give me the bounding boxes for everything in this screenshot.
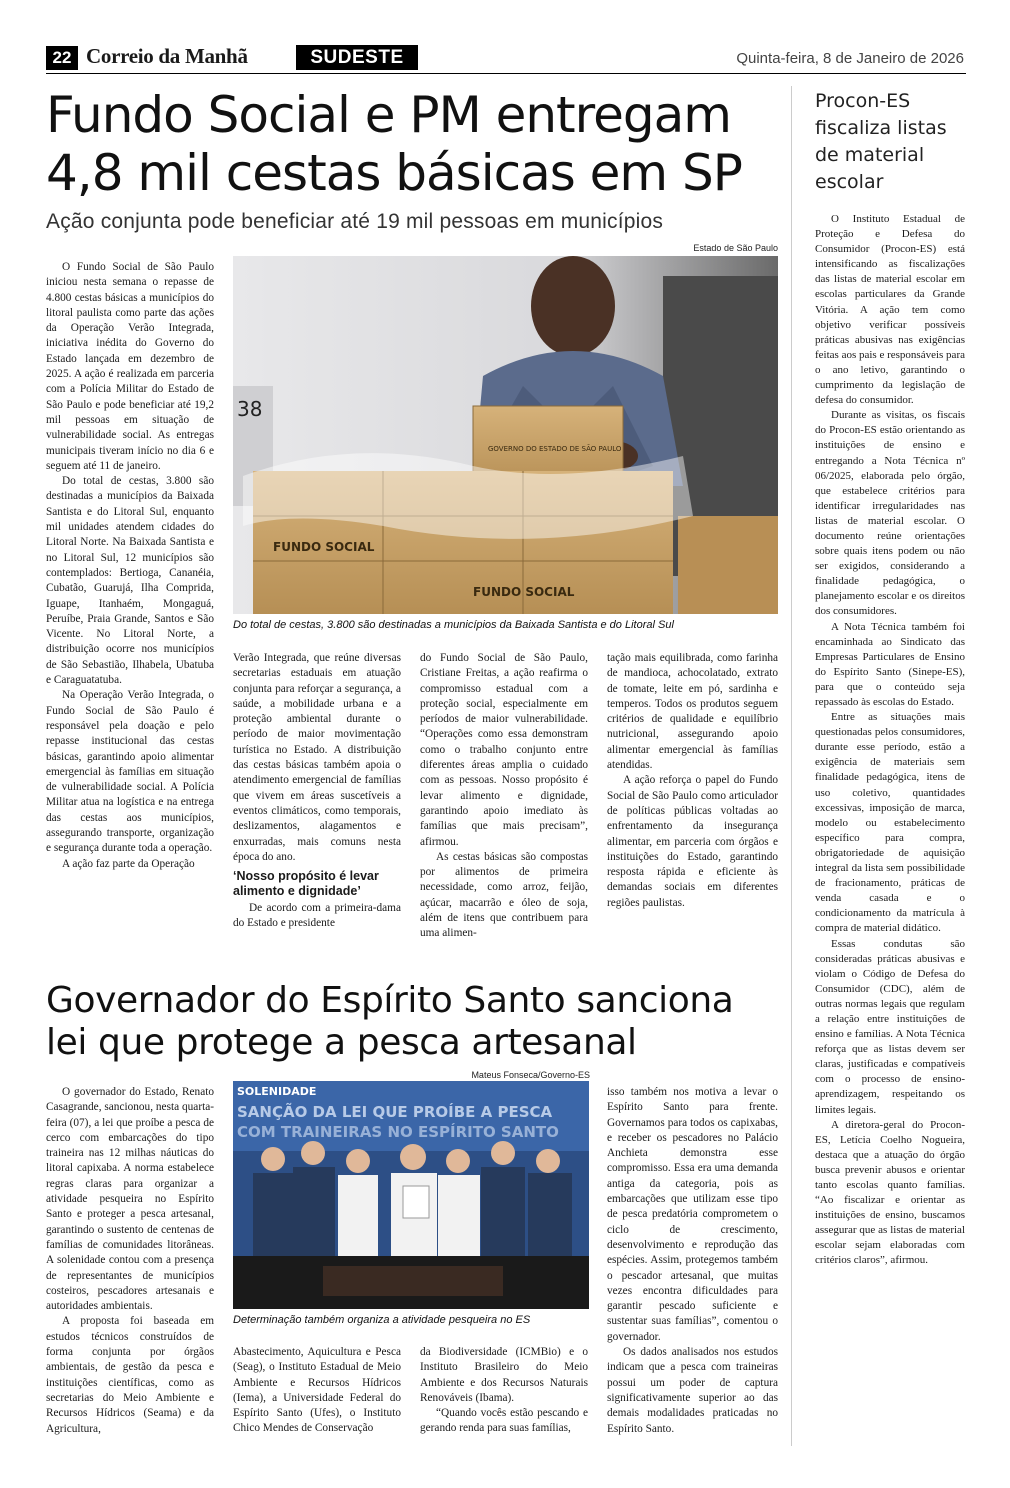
sidebar-headline: Procon-ES fiscaliza listas de material escolar (815, 90, 947, 193)
banner-line1: SOLENIDADE (237, 1085, 317, 1098)
article2-photo-credit: Mateus Fonseca/Governo-ES (471, 1070, 590, 1080)
article1-subheadline: Ação conjunta pode beneficiar até 19 mil pessoas em municípios (46, 210, 664, 233)
article1-headline-line2: 4,8 mil cestas básicas em SP (46, 144, 742, 202)
article1-col2-paragraph: De acordo com a primeira-dama do Estado e presidente (233, 902, 401, 930)
solenidade-photo-illustration (233, 1081, 589, 1309)
newspaper-name: Correio da Manhã (86, 44, 248, 68)
article1-col4-paragraph: tação mais equilibrada, como farinha de mandioca, achocolatado, extrato de tomate, leite em pó, sardinha e temperos. Todos os produtos seguem critérios de qualidade e equilíbrio nutricional, assegurando apoio alimentar emergencial às famílias atendidas. (607, 652, 778, 772)
section-label: SUDESTE (296, 45, 418, 70)
svg-text:FUNDO SOCIAL: FUNDO SOCIAL (273, 540, 375, 554)
svg-text:38: 38 (237, 397, 263, 421)
article1-col2-paragraph: Verão Integrada, que reúne diversas secretarias estaduais em atuação conjunta para reforçar a segurança, a saúde, a mobilidade urbana e a proteção ambiental durante o período de maior movimentação turística no Estado. A distribuição das cestas básicas também apoia o atendimento emergencial de famílias que vivem em áreas suscetíveis a eventos climáticos, como temporais, deslizamentos, alagamentos e enxurradas, mais comuns nesta época do ano. (233, 652, 401, 863)
sidebar-column (815, 212, 965, 1269)
article1-photo-credit: Estado de São Paulo (693, 243, 778, 253)
cestas-photo-illustration (233, 256, 778, 614)
article1-column-1 (46, 260, 214, 872)
article2-col4-paragraph: Os dados analisados nos estudos indicam que a pesca com traineiras possui um poder de captura significativamente superior ao das demais modalidades praticadas no Espírito Santo. (607, 1346, 778, 1435)
article1-col1-paragraph: Na Operação Verão Integrada, o Fundo Social de São Paulo é responsável pela doação e pelo repasse institucional das cestas básicas, garantindo apoio alimentar emergencial às famílias em situação de vulnerabilidade social. A Polícia Militar atua na logística e na entrega das cestas aos municípios, assegurando transporte, organização e segurança durante toda a operação. (46, 689, 214, 855)
header-rule (46, 73, 966, 74)
article1-col3-paragraph: As cestas básicas são compostas por alimentos de primeira necessidade, como arroz, feijão, açúcar, macarrão e óleo de soja, além de itens que contribuem para uma alimen- (420, 850, 588, 940)
sidebar-divider (791, 86, 792, 1446)
banner-line2: SANÇÃO DA LEI QUE PROÍBE A PESCA (237, 1103, 553, 1121)
issue-date: Quinta-feira, 8 de Janeiro de 2026 (736, 50, 964, 67)
article2-headline (46, 980, 786, 1064)
article2-column-3 (420, 1345, 588, 1437)
article2-headline-line1: Governador do Espírito Santo sanciona (46, 980, 734, 1021)
article1-intertitle: ‘Nosso propósito é levar alimento e dignidade’ (233, 869, 379, 899)
article2-column-4 (607, 1085, 778, 1437)
sidebar-paragraph: A Nota Técnica também foi encaminhada ao Sindicato das Empresas Particulares de Ensino do Espírito Santo (Sinepe-ES), para que o conteúdo seja repassado às escolas do Estado. (815, 620, 965, 708)
sidebar-paragraph: Essas condutas são consideradas práticas abusivas e violam o Código de Defesa do Consumidor (CDC), além de outras normas legais que regulam a relação entre instituições de ensino e famílias. A Nota Técnica reforça que as listas devem ser claras, justificadas e compatíveis com o processo de ensino-aprendizagem, respeitando os limites legais. (815, 937, 965, 1116)
article1-photo (233, 256, 778, 614)
article1-photo-caption: Do total de cestas, 3.800 são destinadas a municípios da Baixada Santista e do Litoral Sul (233, 619, 674, 631)
article2-col3-paragraph: da Biodiversidade (ICMBio) e o Instituto Brasileiro do Meio Ambiente e dos Recursos Naturais Renováveis (Ibama). (420, 1346, 588, 1404)
article2-photo-caption: Determinação também organiza a atividade pesqueira no ES (233, 1314, 531, 1326)
article1-headline (46, 86, 786, 202)
article2-photo (233, 1081, 589, 1309)
article1-column-2 (233, 651, 401, 932)
article1-column-3 (420, 651, 588, 942)
article2-col3-paragraph: “Quando vocês estão pescando e gerando renda para suas famílias, (420, 1407, 588, 1435)
article2-col2-paragraph: Abastecimento, Aquicultura e Pesca (Seag), o Instituto Estadual de Meio Ambiente e Recursos Hídricos (Iema), a Universidade Federal do Espírito Santo (Ufes), o Instituto Chico Mendes de Conservação (233, 1346, 401, 1435)
article1-col4-paragraph: A ação reforça o papel do Fundo Social de São Paulo como articulador de políticas públicas voltadas ao enfrentamento da insegurança alimentar, em parceria com órgãos e instituições do Estado, garantindo resposta rápida e eficiente às demandas sociais em diferentes regiões paulistas. (607, 774, 778, 909)
page-number: 22 (46, 46, 78, 70)
article1-col1-paragraph: Do total de cestas, 3.800 são destinadas a municípios da Baixada Santista e do Litoral Sul, enquanto mil unidades atendem cidades do Litoral Norte. Na Baixada Santista e no Litoral Sul, 12 municípios são contemplados: Bertioga, Cananéia, Cubatão, Guarujá, Ilha Comprida, Iguape, Itanhaém, Mongaguá, Peruíbe, Praia Grande, Santos e São Vicente. No Litoral Norte, a distribuição ocorre nos municípios de São Sebastião, Ilhabela, Ubatuba e Caraguatatuba. (46, 475, 214, 687)
article2-column-1 (46, 1085, 214, 1437)
article1-col1-paragraph: A ação faz parte da Operação (62, 857, 195, 870)
article1-headline-line1: Fundo Social e PM entregam (46, 86, 731, 144)
sidebar-paragraph: Entre as situações mais questionadas pelos consumidores, durante esse período, estão a exigência de materiais sem finalidade pedagógica, itens de uso coletivo, quantidades excessivas, imposição de marca, modelo ou estabelecimento específico para compra, obrigatoriedade de aquisição integral da lista sem possibilidade de fracionamento, práticas de venda casada e o condicionamento da matrícula à compra de material didático. (815, 711, 965, 935)
article1-col1-paragraph: O Fundo Social de São Paulo iniciou nesta semana o repasse de 4.800 cestas básicas a municípios do litoral paulista como parte das ações da Operação Verão Integrada, iniciativa inédita do Governo do Estado lançada em dezembro de 2025. A ação é realizada em parceria com a Polícia Militar do Estado de São Paulo e pode beneficiar até 19,2 mil pessoas em situação de vulnerabilidade social. As entregas municipais tiveram início no dia 6 e seguem até 11 de janeiro. (46, 261, 214, 472)
article2-col4-paragraph: isso também nos motiva a levar o Espírito Santo para frente. Governamos para todos os capixabas, e receber os pescadores no Palácio Anchieta demonstra esse compromisso. Essa era uma demanda antiga da categoria, pois as embarcações que utilizam esse tipo de pesca predatória comprometem o ciclo de crescimento, desenvolvimento e reprodução das espécies. Assim, protegemos também o pescador artesanal, que muitas vezes encontra dificuldades para garantir pescado suficiente e sustentar suas famílias”, comentou o governador. (607, 1086, 778, 1343)
svg-text:GOVERNO DO ESTADO DE SÃO PAULO: GOVERNO DO ESTADO DE SÃO PAULO (488, 445, 622, 453)
banner-line3: COM TRAINEIRAS NO ESPÍRITO SANTO (237, 1123, 559, 1141)
sidebar-paragraph: Durante as visitas, os fiscais do Procon-ES estão orientando as instituições de ensino e entregando a Nota Técnica nº 06/2025, elaborada pelo órgão, que estabelece critérios para identificar irregularidades nas listas de material escolar. O documento reúne orientações sobre quais itens podem ou não ser exigidos, considerando a finalidade pedagógica, o planejamento escolar e os direitos dos consumidores. (815, 409, 965, 618)
svg-text:FUNDO SOCIAL: FUNDO SOCIAL (473, 585, 575, 599)
article1-col3-paragraph: do Fundo Social de São Paulo, Cristiane Freitas, a ação reafirma o compromisso estadual com a proteção social, especialmente em períodos de maior vulnerabilidade. “Operações como essa demonstram como o trabalho conjunto entre diferentes áreas amplia o cuidado com as pessoas. Nosso propósito é levar alimento e dignidade, garantindo apoio imediato às famílias que mais precisam”, afirmou. (420, 652, 588, 848)
article2-headline-line2: lei que protege a pesca artesanal (46, 1022, 637, 1063)
article1-column-4 (607, 651, 778, 911)
article2-col1-paragraph: O governador do Estado, Renato Casagrande, sancionou, nesta quarta-feira (07), a lei que proíbe a pesca de cerco com embarcações do tipo traineira nas 12 milhas náuticas do litoral capixaba. A norma estabelece regras claras para organizar a atividade pesqueira no Espírito Santo e proteger a pesca artesanal, garantindo o sustento de centenas de famílias de comunidades litorâneas. A solenidade contou com a presença de representantes de municípios costeiros, pescadores artesanais e autoridades ambientais. (46, 1086, 214, 1313)
sidebar-paragraph: A diretora-geral do Procon-ES, Letícia Coelho Nogueira, destaca que a atuação do órgão busca prevenir abusos e orientar tanto escolas quanto famílias. “Ao fiscalizar e orientar as instituições de ensino, buscamos assegurar que as listas de material escolar sejam elaboradas com critérios claros”, afirmou. (815, 1118, 965, 1267)
sidebar-paragraph: O Instituto Estadual de Proteção e Defesa do Consumidor (Procon-ES) está intensificando as fiscalizações das listas de material escolar em escolas particulares da Grande Vitória. A ação tem como objetivo verificar possíveis práticas abusivas nas exigências feitas aos pais e responsáveis para o ano letivo, garantindo o cumprimento da legislação de defesa do consumidor. (815, 213, 965, 407)
article2-col1-paragraph: A proposta foi baseada em estudos técnicos construídos de forma conjunta por órgãos ambientais, de gestão da pesca e instituições científicas, como as secretarias do Meio Ambiente e Recursos Hídricos (Seama) e da Agricultura, (46, 1315, 214, 1435)
article2-column-2 (233, 1345, 401, 1437)
